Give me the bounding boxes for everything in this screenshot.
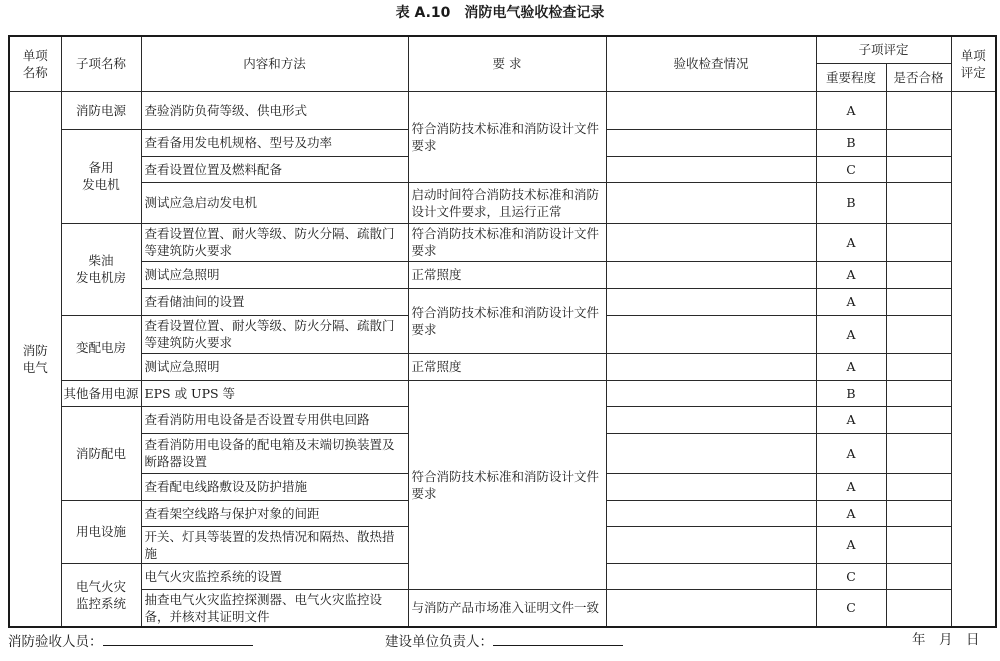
content-cell: 开关、灯具等装置的发热情况和隔热、散热措施 — [141, 526, 408, 563]
content-cell: EPS 或 UPS 等 — [141, 380, 408, 406]
content-cell: 查看设置位置、耐火等级、防火分隔、疏散门等建筑防火要求 — [141, 223, 408, 261]
qualified-cell — [886, 182, 951, 223]
table-title: 表 A.10 消防电气验收检查记录 — [395, 5, 605, 21]
header-qualified: 是否合格 — [886, 63, 951, 91]
check-result-cell — [606, 129, 816, 156]
sub-item-cell: 用电设施 — [61, 500, 141, 563]
content-cell: 查看消防用电设备是否设置专用供电回路 — [141, 406, 408, 433]
content-cell: 查看配电线路敷设及防护措施 — [141, 473, 408, 500]
table-row — [9, 223, 996, 261]
sub-item-cell: 电气火灾 监控系统 — [61, 563, 141, 627]
table-row — [9, 380, 996, 406]
check-result-cell — [606, 353, 816, 380]
qualified-cell — [886, 91, 951, 129]
importance-cell: A — [816, 500, 886, 526]
header-sub-eval: 子项评定 — [816, 36, 951, 63]
signature-footer — [0, 630, 1000, 652]
qualified-cell — [886, 380, 951, 406]
importance-cell: A — [816, 353, 886, 380]
unit-name-cell: 消防 电气 — [9, 91, 61, 627]
check-result-cell — [606, 500, 816, 526]
inspector-label: 消防验收人员： — [8, 634, 103, 650]
importance-cell: A — [816, 261, 886, 288]
sub-item-cell: 其他备用电源 — [61, 380, 141, 406]
inspector-signature-line — [103, 630, 253, 646]
check-result-cell — [606, 406, 816, 433]
qualified-cell — [886, 353, 951, 380]
header-sub-name: 子项名称 — [61, 36, 141, 91]
check-result-cell — [606, 589, 816, 627]
content-cell: 查看消防用电设备的配电箱及末端切换装置及断路器设置 — [141, 433, 408, 473]
check-result-cell — [606, 473, 816, 500]
owner-signature-line — [493, 630, 623, 646]
importance-cell: A — [816, 433, 886, 473]
sub-item-cell: 柴油 发电机房 — [61, 223, 141, 315]
check-result-cell — [606, 182, 816, 223]
requirement-cell: 与消防产品市场准入证明文件一致 — [408, 589, 606, 627]
qualified-cell — [886, 563, 951, 589]
check-result-cell — [606, 526, 816, 563]
content-cell: 查验消防负荷等级、供电形式 — [141, 91, 408, 129]
importance-cell: C — [816, 589, 886, 627]
unit-eval-cell — [951, 91, 996, 627]
owner-label: 建设单位负责人： — [385, 634, 493, 650]
table-row — [9, 589, 996, 627]
qualified-cell — [886, 288, 951, 315]
importance-cell: C — [816, 563, 886, 589]
table-row — [9, 91, 996, 129]
qualified-cell — [886, 406, 951, 433]
check-result-cell — [606, 91, 816, 129]
content-cell: 查看储油间的设置 — [141, 288, 408, 315]
sub-item-cell: 消防配电 — [61, 406, 141, 500]
header-unit-name: 单项 名称 — [9, 36, 61, 91]
importance-cell: A — [816, 91, 886, 129]
header-check-result: 验收检查情况 — [606, 36, 816, 91]
requirement-cell: 符合消防技术标准和消防设计文件要求 — [408, 91, 606, 182]
importance-cell: C — [816, 156, 886, 182]
qualified-cell — [886, 315, 951, 353]
check-result-cell — [606, 380, 816, 406]
content-cell: 电气火灾监控系统的设置 — [141, 563, 408, 589]
importance-cell: B — [816, 380, 886, 406]
header-content: 内容和方法 — [141, 36, 408, 91]
table-row — [9, 288, 996, 315]
importance-cell: A — [816, 223, 886, 261]
content-cell: 测试应急照明 — [141, 261, 408, 288]
importance-cell: A — [816, 473, 886, 500]
importance-cell: A — [816, 315, 886, 353]
requirement-cell: 符合消防技术标准和消防设计文件要求 — [408, 223, 606, 261]
importance-cell: A — [816, 406, 886, 433]
check-result-cell — [606, 433, 816, 473]
check-result-cell — [606, 288, 816, 315]
header-importance: 重要程度 — [816, 63, 886, 91]
header-row — [9, 36, 996, 63]
content-cell: 测试应急照明 — [141, 353, 408, 380]
header-unit-eval: 单项 评定 — [951, 36, 996, 91]
importance-cell: B — [816, 182, 886, 223]
importance-cell: A — [816, 526, 886, 563]
qualified-cell — [886, 223, 951, 261]
requirement-cell: 启动时间符合消防技术标准和消防设计文件要求，且运行正常 — [408, 182, 606, 223]
qualified-cell — [886, 500, 951, 526]
qualified-cell — [886, 129, 951, 156]
qualified-cell — [886, 526, 951, 563]
inspection-record-table — [8, 35, 997, 628]
qualified-cell — [886, 589, 951, 627]
requirement-cell: 正常照度 — [408, 353, 606, 380]
requirement-cell: 正常照度 — [408, 261, 606, 288]
content-cell: 查看架空线路与保护对象的间距 — [141, 500, 408, 526]
sub-item-cell: 消防电源 — [61, 91, 141, 129]
table-row — [9, 261, 996, 288]
qualified-cell — [886, 473, 951, 500]
check-result-cell — [606, 223, 816, 261]
qualified-cell — [886, 433, 951, 473]
requirement-cell: 符合消防技术标准和消防设计文件要求 — [408, 288, 606, 353]
importance-cell: B — [816, 129, 886, 156]
header-requirement: 要 求 — [408, 36, 606, 91]
table-row — [9, 182, 996, 223]
content-cell: 查看备用发电机规格、型号及功率 — [141, 129, 408, 156]
check-result-cell — [606, 261, 816, 288]
content-cell: 测试应急启动发电机 — [141, 182, 408, 223]
check-result-cell — [606, 563, 816, 589]
requirement-cell: 符合消防技术标准和消防设计文件要求 — [408, 380, 606, 589]
content-cell: 查看设置位置及燃料配备 — [141, 156, 408, 182]
sub-item-cell: 变配电房 — [61, 315, 141, 380]
content-cell: 查看设置位置、耐火等级、防火分隔、疏散门等建筑防火要求 — [141, 315, 408, 353]
date-field: 年 月 日 — [912, 632, 980, 648]
qualified-cell — [886, 156, 951, 182]
table-row — [9, 353, 996, 380]
check-result-cell — [606, 315, 816, 353]
owner-signature — [385, 630, 623, 652]
inspector-signature — [8, 630, 253, 652]
content-cell: 抽查电气火灾监控探测器、电气火灾监控设备，并核对其证明文件 — [141, 589, 408, 627]
check-result-cell — [606, 156, 816, 182]
importance-cell: A — [816, 288, 886, 315]
qualified-cell — [886, 261, 951, 288]
sub-item-cell: 备用 发电机 — [61, 129, 141, 223]
